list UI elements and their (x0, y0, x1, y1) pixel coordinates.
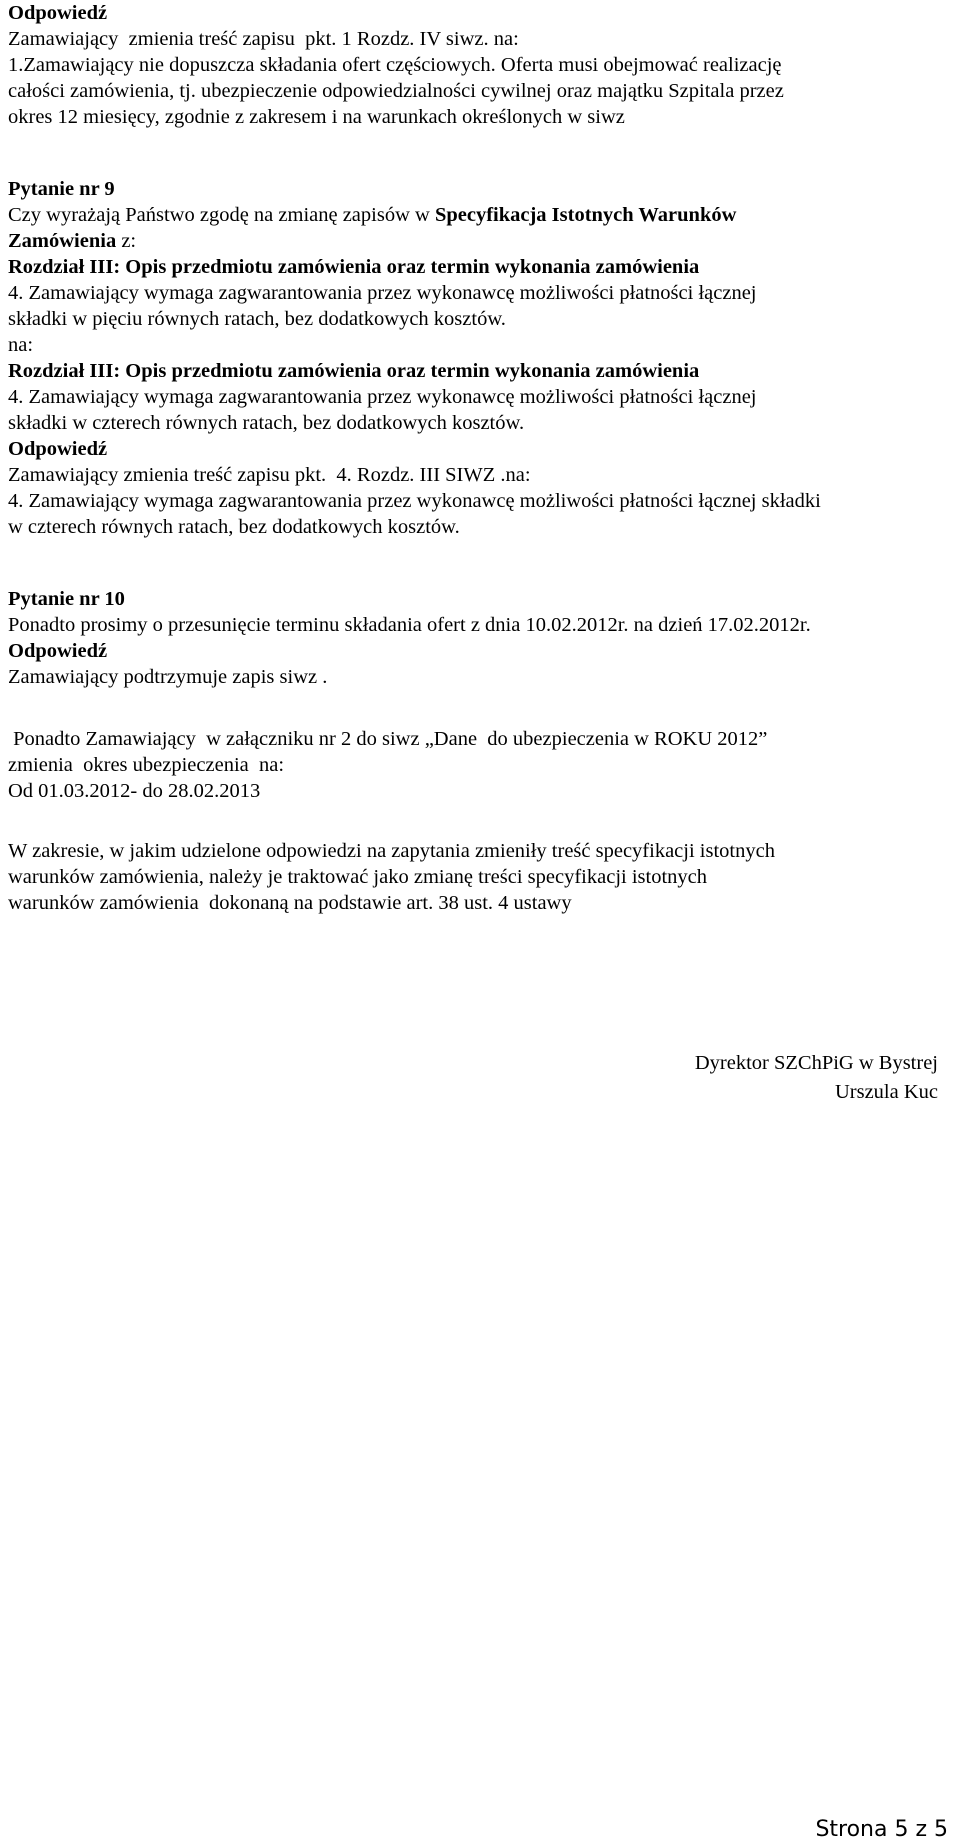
paragraph-line: całości zamówienia, tj. ubezpieczenie odpowiedzialności cywilnej oraz majątku Szpitala przez (8, 80, 784, 102)
paragraph-line: składki w pięciu równych ratach, bez dodatkowych kosztów. (8, 308, 506, 330)
paragraph-line: Zamawiający zmienia treść zapisu pkt. 1 Rozdz. IV siwz. na: (8, 28, 519, 50)
intro-bold: Zamówienia (8, 230, 117, 252)
signature-title: Dyrektor SZChPiG w Bystrej (694, 1052, 938, 1074)
question-10-title: Pytanie nr 10 (8, 588, 125, 610)
paragraph-line: warunków zamówienia, należy je traktować jako zmianę treści specyfikacji istotnych (8, 866, 708, 888)
paragraph-line: składki w czterech równych ratach, bez dodatkowych kosztów. (8, 412, 525, 434)
paragraph-line: W zakresie, w jakim udzielone odpowiedzi na zapytania zmieniły treść specyfikacji istotnych (8, 840, 775, 862)
paragraph-line: Od 01.03.2012- do 28.02.2013 (8, 780, 261, 802)
paragraph-line: w czterech równych ratach, bez dodatkowych kosztów. (8, 516, 460, 538)
answer-heading: Odpowiedź (8, 2, 108, 24)
paragraph-line: okres 12 miesięcy, zgodnie z zakresem i na warunkach określonych w siwz (8, 106, 625, 128)
signature-name: Urszula Kuc (834, 1081, 938, 1103)
paragraph-line: Ponadto prosimy o przesunięcie terminu składania ofert z dnia 10.02.2012r. na dzień 17.02.2012r. (8, 614, 811, 636)
paragraph-line: Ponadto Zamawiający w załączniku nr 2 do siwz „Dane do ubezpieczenia w ROKU 2012” (8, 728, 768, 750)
intro-bold: Specyfikacja Istotnych Warunków (434, 204, 737, 226)
paragraph-line: Zamawiający zmienia treść zapisu pkt. 4. Rozdz. III SIWZ .na: (8, 464, 531, 486)
document-body (8, 0, 954, 916)
question-9-intro-continued (8, 228, 954, 254)
paragraph-line: 1.Zamawiający nie dopuszcza składania ofert częściowych. Oferta musi obejmować realizację (8, 54, 782, 76)
paragraph-line: 4. Zamawiający wymaga zagwarantowania przez wykonawcę możliwości płatności łącznej składki (8, 490, 821, 512)
intro-text: z: (116, 230, 137, 252)
section-heading: Rozdział III: Opis przedmiotu zamówienia oraz termin wykonania zamówienia (8, 256, 700, 278)
paragraph-line: warunków zamówienia dokonaną na podstawie art. 38 ust. 4 ustawy (8, 892, 572, 914)
answer-heading: Odpowiedź (8, 438, 108, 460)
signature-block (695, 1050, 938, 1108)
page-number: Strona 5 z 5 (815, 1817, 948, 1842)
answer-heading: Odpowiedź (8, 640, 108, 662)
paragraph-line: 4. Zamawiający wymaga zagwarantowania przez wykonawcę możliwości płatności łącznej (8, 282, 757, 304)
paragraph-line: Zamawiający podtrzymuje zapis siwz . (8, 666, 328, 688)
question-9-intro (8, 202, 954, 228)
section-heading: Rozdział III: Opis przedmiotu zamówienia oraz termin wykonania zamówienia (8, 360, 700, 382)
question-9-title: Pytanie nr 9 (8, 178, 115, 200)
intro-text: Czy wyrażają Państwo zgodę na zmianę zapisów w (8, 204, 435, 226)
paragraph-line: na: (8, 334, 34, 356)
paragraph-line: zmienia okres ubezpieczenia na: (8, 754, 285, 776)
paragraph-line: 4. Zamawiający wymaga zagwarantowania przez wykonawcę możliwości płatności łącznej (8, 386, 757, 408)
